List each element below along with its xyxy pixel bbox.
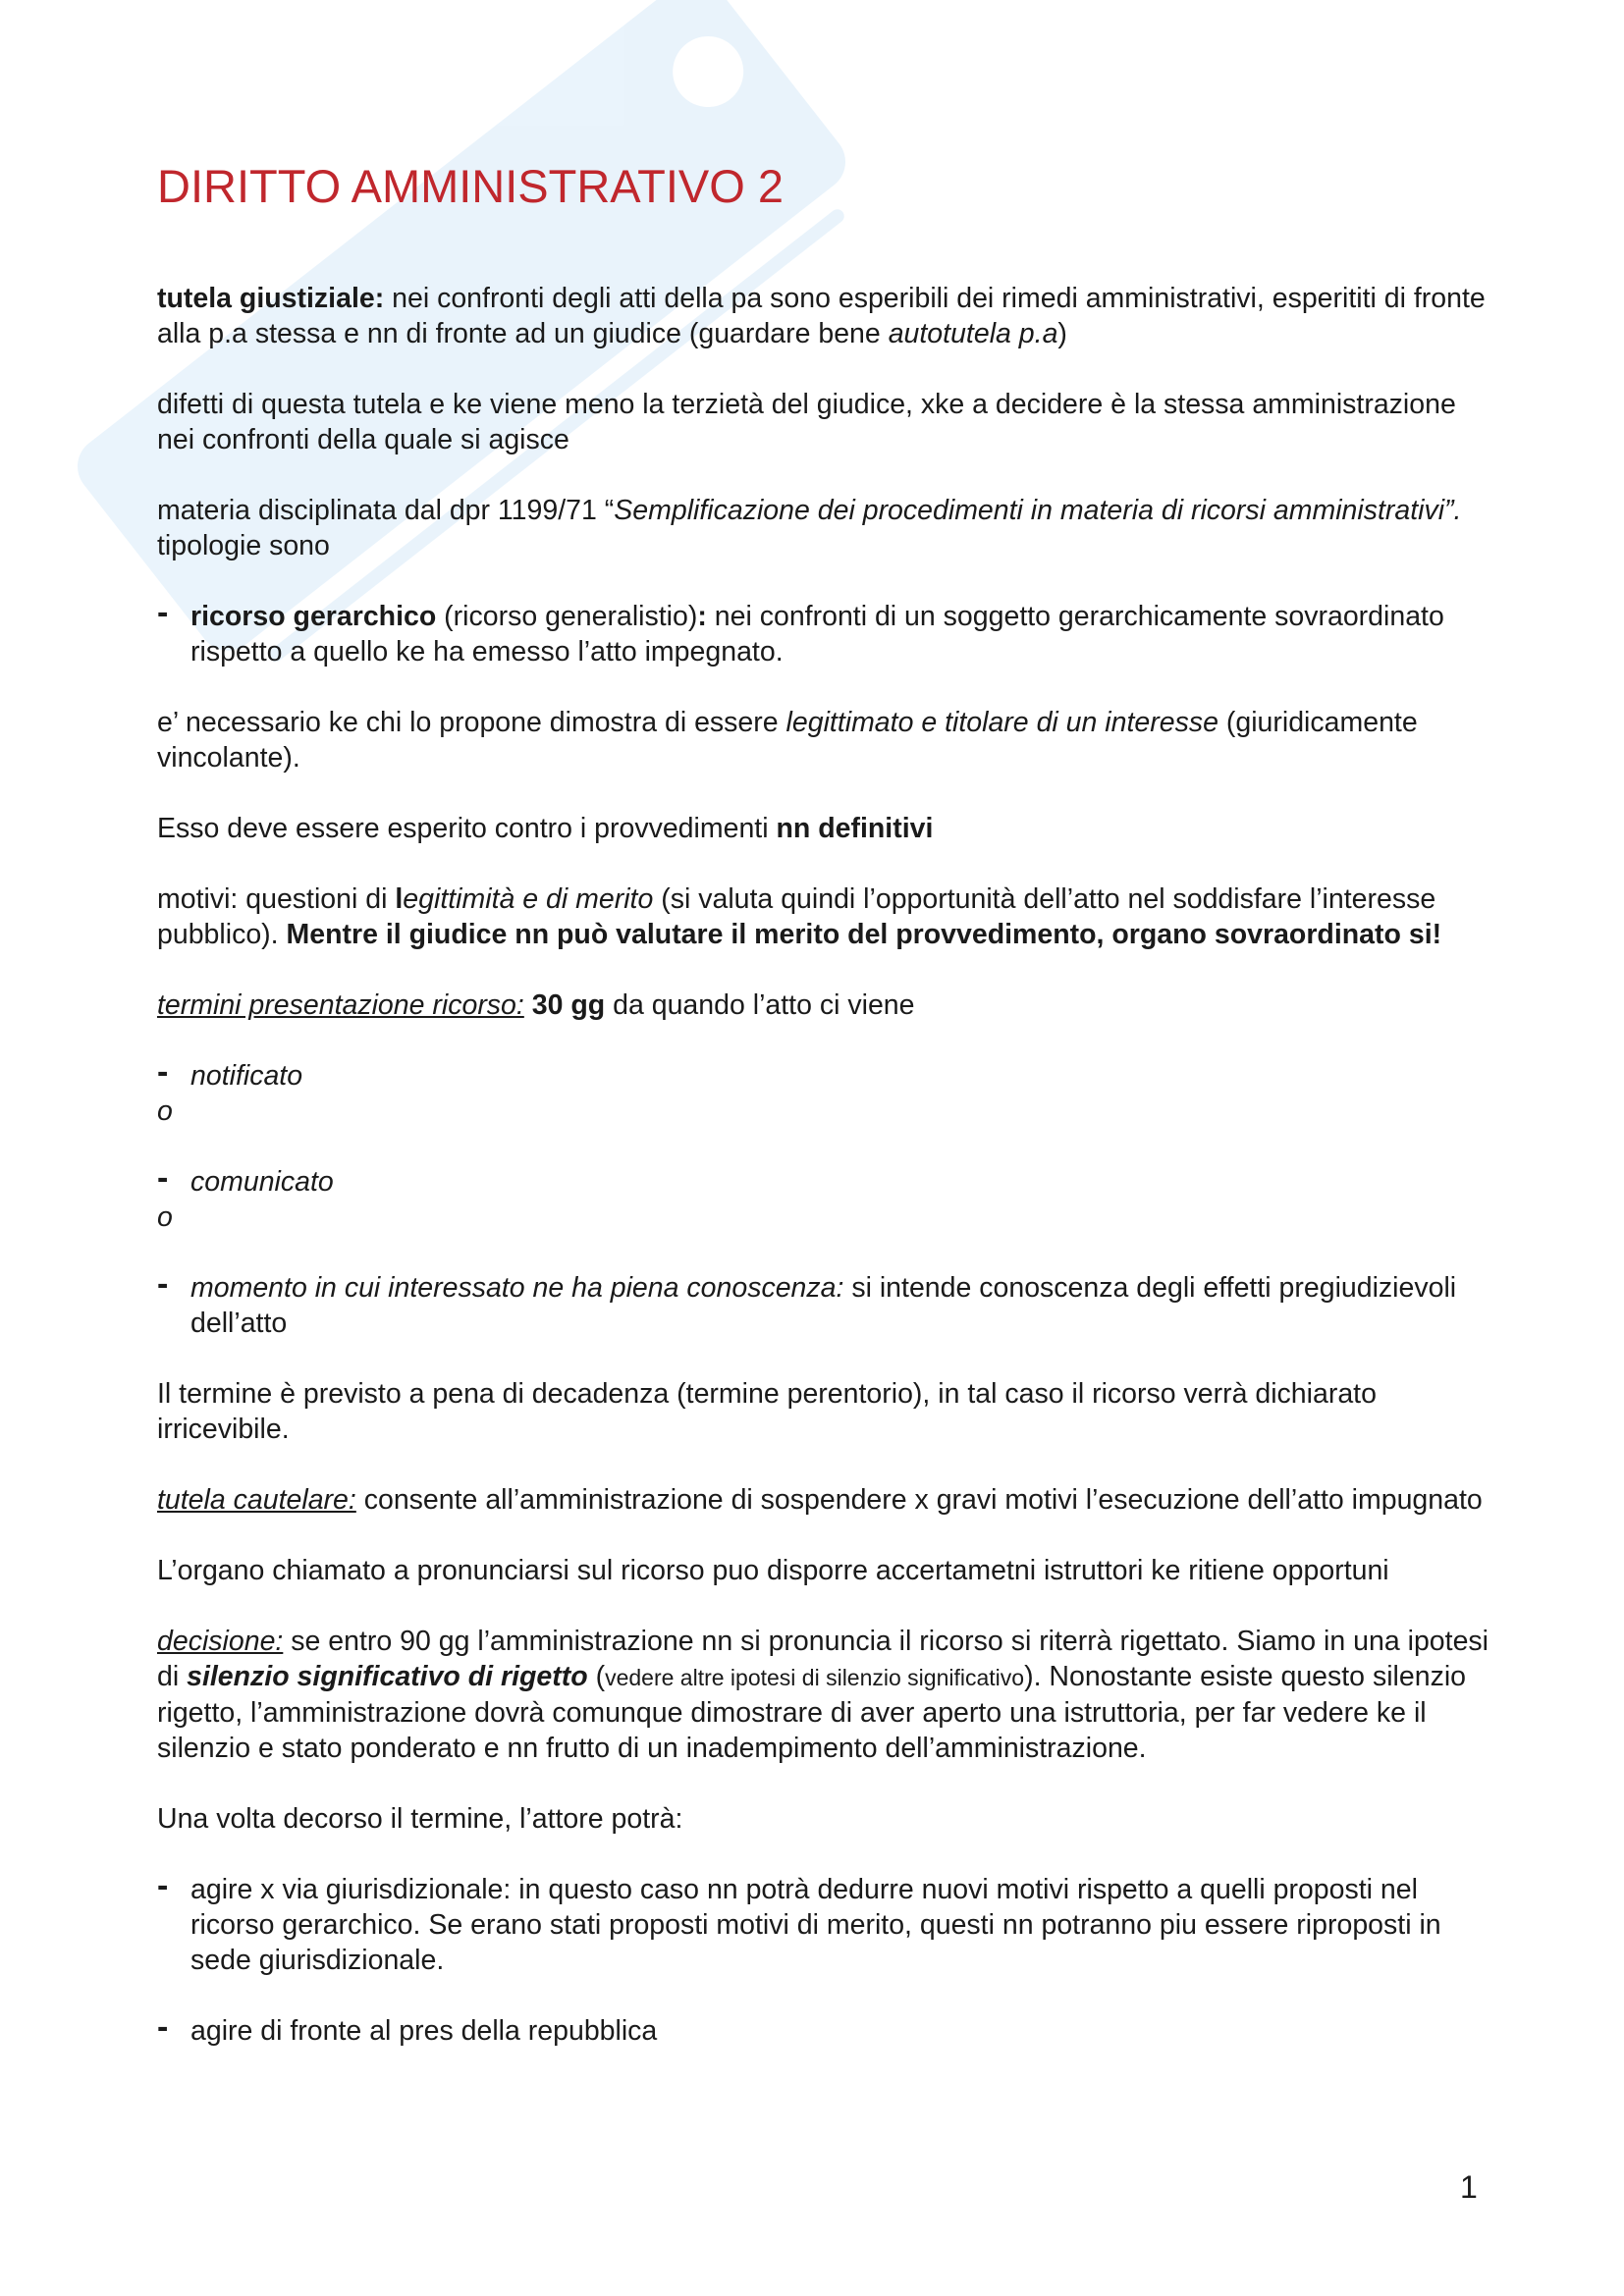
text-span: nei confronti degli atti della pa sono esperibili dei rimedi amministrativi, esperititi di fronte alla p.a stessa e nn di fronte ad un giudice (guardare bene [157,283,1486,349]
italic-ref: autotutela p.a [888,318,1058,349]
text-span: ) [1057,318,1067,349]
paragraph-decadenza: Il termine è previsto a pena di decadenza (termine perentorio), in tal caso il ricorso verrà dichiarato irricevibile. [157,1378,1377,1445]
dash-bullet-icon: - [157,594,169,631]
paragraph-decorso: Una volta decorso il termine, l’attore potrà: [157,1803,683,1835]
term-ricorso-gerarchico: ricorso gerarchico [190,601,437,632]
paragraph-organo: L’organo chiamato a pronunciarsi sul ricorso puo disporre accertametni istruttori ke ritiene opportuni [157,1555,1389,1586]
paragraph-legittimato [157,705,1492,775]
paragraph-motivi [157,881,1492,952]
dash-bullet-icon: - [157,1265,169,1303]
colon: : [697,601,707,632]
watermark-dot [659,22,758,121]
text-span: (giuridicamente vincolante). [157,707,1418,774]
bullet-piena-conoscenza [157,1265,1492,1341]
text-span: ( [587,1661,606,1692]
text-span: consente all’amministrazione di sospendere x gravi motivi l’esecuzione dell’atto impugnato [355,1484,1483,1516]
text-span: motivi: questioni di [157,883,396,915]
text-span: da quando l’atto ci viene [605,989,915,1021]
text-span: se entro 90 gg l’amministrazione nn si pronuncia il ricorso si riterrà rigettato. Siamo in una ipotesi di [157,1626,1489,1692]
bullet-comunicato [157,1159,1492,1200]
term-tutela-giustiziale: tutela giustiziale: [157,283,385,314]
bold-span: Mentre il giudice nn può valutare il merito del provvedimento, organo sovraordinato si! [286,919,1442,950]
bullet-notificato [157,1053,1492,1094]
italic-span: legittimato e titolare di un interesse [785,707,1218,738]
paragraph-provvedimenti [157,811,1492,846]
bullet-via-giurisdizionale [157,1867,1492,1978]
dash-bullet-icon: - [157,1053,169,1091]
text-span: agire x via giurisdizionale: in questo caso nn potrà dedurre nuovi motivi rispetto a quelli proposti nel ricorso gerarchico. Se erano stati proposti motivi di merito, questi nn potranno piu essere riproposti in sede giurisdizionale. [190,1874,1441,1976]
italic-span: egittimità e di merito [403,883,654,915]
separator-or: o [157,1095,173,1127]
paragraph-termini [157,988,1492,1023]
text-span: ). Nonostante esiste questo silenzio rigetto, l’amministrazione dovrà comunque dimostrare di aver aperto una istruttoria, per far vedere ke il silenzio e stato ponderato e nn frutto di un inadempimento dell’amministrazione. [157,1661,1466,1764]
text-span: si intende conoscenza degli effetti pregiudizievoli dell’atto [190,1272,1457,1339]
text-span: tipologie sono [157,530,330,561]
bullet-ricorso-gerarchico [157,594,1492,669]
paragraph-materia [157,493,1492,563]
dash-bullet-icon: - [157,1867,169,1904]
bold-span: 30 gg [523,989,606,1021]
document-body [157,281,1492,2084]
text-span: (si valuta quindi l’opportunità dell’atto nel soddisfare l’interesse pubblico). [157,883,1436,950]
paragraph-difetti: difetti di questa tutela e ke viene meno la terzietà del giudice, xke a decidere è la stessa amministrazione nei confronti della quale si agisce [157,389,1456,455]
text-span: (ricorso generalistio) [436,601,698,632]
small-note: vedere altre ipotesi di silenzio significativo [605,1665,1025,1690]
page-number: 1 [1460,2169,1478,2205]
paragraph-tutela-giustiziale [157,281,1492,351]
italic-span: momento in cui interessato ne ha piena conoscenza: [190,1272,844,1304]
bold-span: l [395,883,404,915]
text-span: Esso deve essere esperito contro i provvedimenti [157,813,777,844]
separator-or: o [157,1201,173,1233]
document-title: DIRITTO AMMINISTRATIVO 2 [157,160,785,212]
dash-bullet-icon: - [157,1159,169,1197]
text-span: nei confronti di un soggetto gerarchicamente sovraordinato rispetto a quello ke ha emesso l’atto impegnato. [190,601,1444,667]
term-termini: termini presentazione ricorso: [157,989,524,1021]
italic-span: notificato [190,1060,303,1092]
bullet-pres-repubblica [157,2008,1492,2049]
italic-law-title: Semplificazione dei procedimenti in materia di ricorsi amministrativi”. [614,495,1462,526]
bold-italic-span: silenzio significativo di rigetto [187,1661,588,1692]
paragraph-decisione [157,1624,1492,1766]
term-decisione: decisione: [157,1626,284,1657]
text-span: agire di fronte al pres della repubblica [190,2015,658,2047]
text-span: materia disciplinata dal dpr 1199/71 “ [157,495,615,526]
italic-span: comunicato [190,1166,334,1198]
dash-bullet-icon: - [157,2008,169,2046]
text-span: e’ necessario ke chi lo propone dimostra di essere [157,707,786,738]
bold-span: nn definitivi [776,813,934,844]
paragraph-tutela-cautelare [157,1482,1492,1518]
term-tutela-cautelare: tutela cautelare: [157,1484,356,1516]
